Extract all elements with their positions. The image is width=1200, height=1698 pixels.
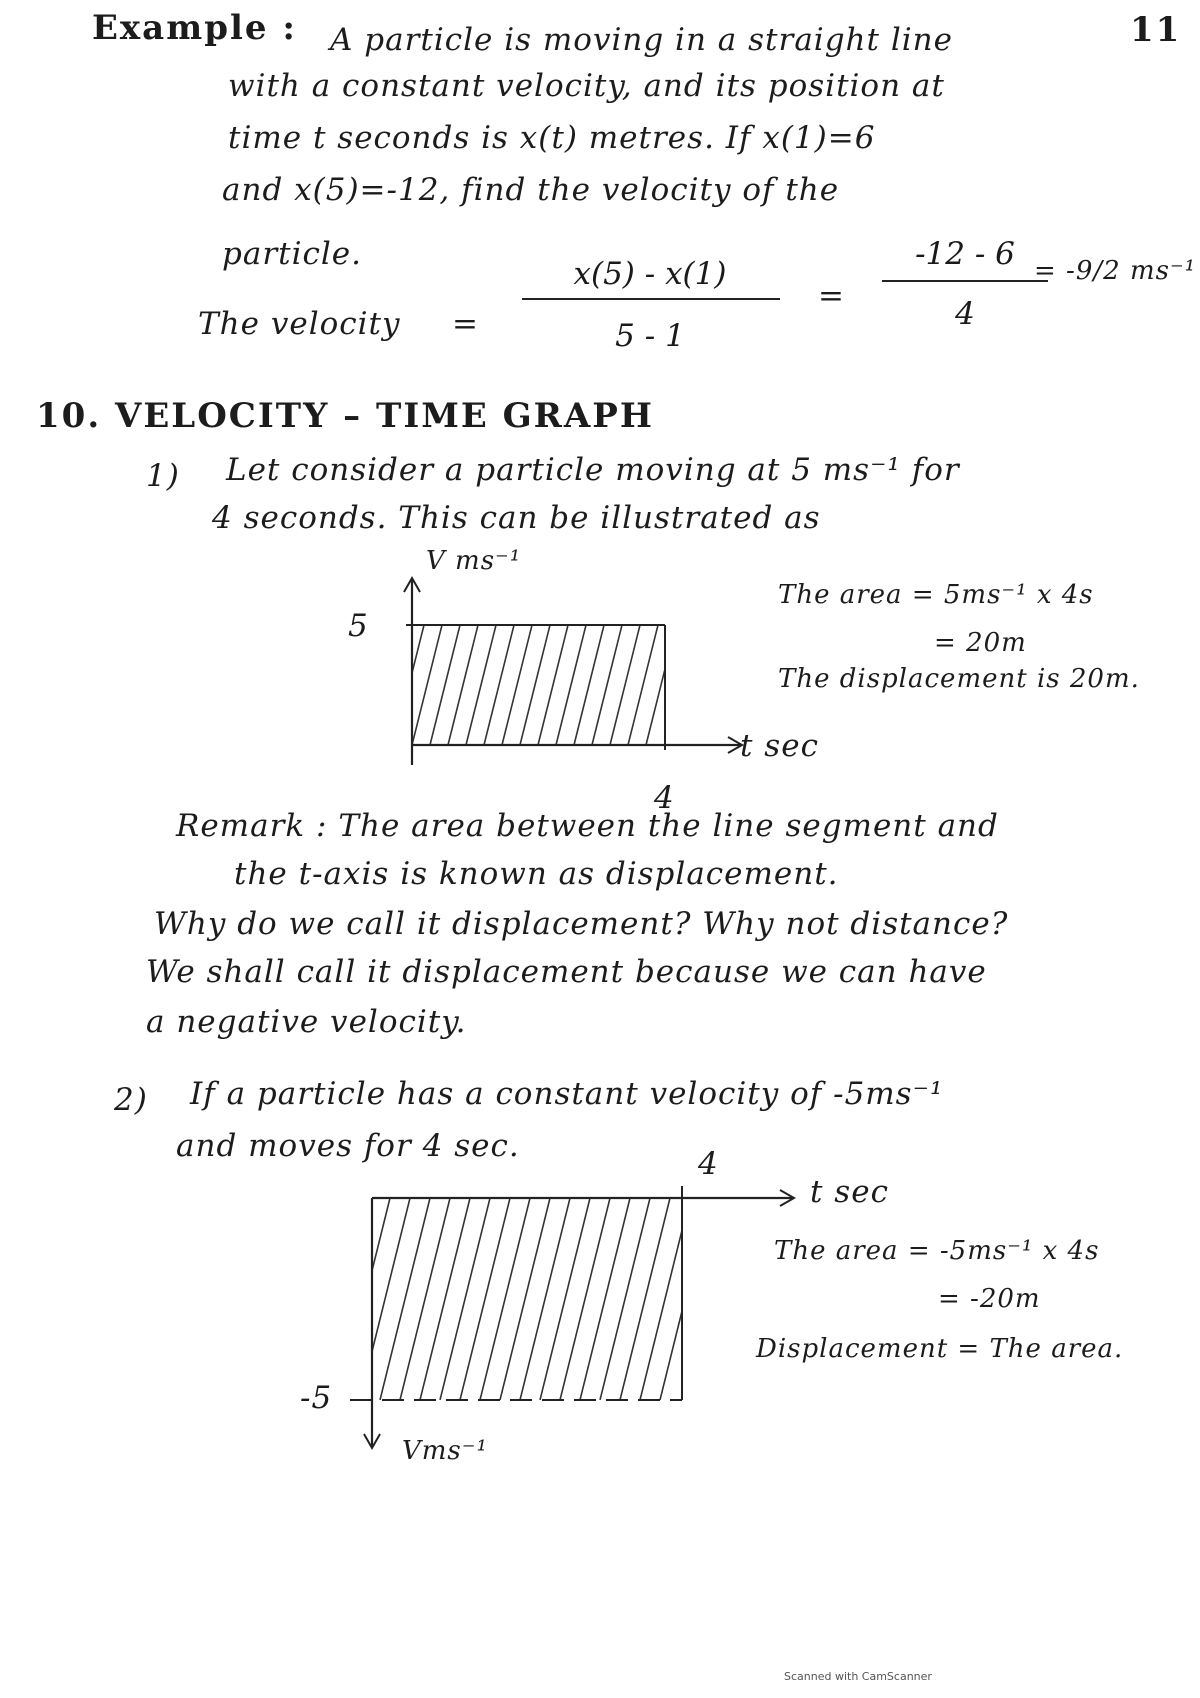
graph2-y-tick: -5 <box>300 1380 333 1416</box>
area1-line-3: The displacement is 20m. <box>778 664 1140 694</box>
example-result: = -9/2 ms⁻¹ <box>1034 256 1197 286</box>
graph2-x-axis-label: t sec <box>810 1174 889 1210</box>
example-line-5: particle. <box>222 236 362 272</box>
remark-line-3: Why do we call it displacement? Why not distance? <box>154 906 1009 942</box>
graph1-x-axis-label: t sec <box>740 728 819 764</box>
fraction-1-bar <box>522 298 780 300</box>
example-line-1: A particle is moving in a straight line <box>330 22 953 58</box>
area1-line-2: = 20m <box>934 628 1027 658</box>
example-line-2: with a constant velocity, and its position at <box>228 68 945 104</box>
velocity-time-graph-positive <box>330 550 800 780</box>
equals-1: = <box>452 306 479 342</box>
area1-line-1: The area = 5ms⁻¹ x 4s <box>778 580 1094 610</box>
scanner-watermark: Scanned with CamScanner <box>784 1670 932 1683</box>
area2-line-2: = -20m <box>938 1284 1041 1314</box>
velocity-time-graph-negative <box>310 1168 830 1468</box>
fraction-2-denominator: 4 <box>955 296 975 332</box>
fraction-2-bar <box>882 280 1048 282</box>
item-2-number: 2) <box>114 1082 148 1118</box>
remark-line-1: Remark : The area between the line segment and <box>176 808 999 844</box>
example-heading: Example : <box>92 8 297 48</box>
remark-line-5: a negative velocity. <box>146 1004 467 1040</box>
fraction-1-numerator: x(5) - x(1) <box>573 256 727 292</box>
area2-line-1: The area = -5ms⁻¹ x 4s <box>774 1236 1100 1266</box>
fraction-2-numerator: -12 - 6 <box>915 236 1015 272</box>
graph1-y-axis-label: V ms⁻¹ <box>426 546 522 576</box>
remark-line-2: the t-axis is known as displacement. <box>234 856 839 892</box>
item-2-line-2: and moves for 4 sec. <box>176 1128 520 1164</box>
section-title: 10. VELOCITY – TIME GRAPH <box>36 396 654 436</box>
velocity-label: The velocity <box>198 306 401 342</box>
item-1-line-1: Let consider a particle moving at 5 ms⁻¹ for <box>226 452 960 488</box>
remark-line-4: We shall call it displacement because we can have <box>146 954 987 990</box>
graph2-x-tick: 4 <box>698 1146 719 1182</box>
graph2-y-axis-label: Vms⁻¹ <box>402 1436 488 1466</box>
item-2-line-1: If a particle has a constant velocity of -5ms⁻¹ <box>190 1076 944 1112</box>
area2-line-3: Displacement = The area. <box>756 1334 1124 1364</box>
graph1-y-tick: 5 <box>348 608 369 644</box>
page-number: 11 <box>1130 10 1182 50</box>
item-1-line-2: 4 seconds. This can be illustrated as <box>212 500 821 536</box>
example-line-4: and x(5)=-12, find the velocity of the <box>222 172 840 208</box>
item-1-number: 1) <box>146 458 180 494</box>
example-line-3: time t seconds is x(t) metres. If x(1)=6 <box>228 120 876 156</box>
equals-2: = <box>818 278 845 314</box>
graph1-x-tick: 4 <box>654 780 675 816</box>
fraction-1-denominator: 5 - 1 <box>615 318 685 354</box>
